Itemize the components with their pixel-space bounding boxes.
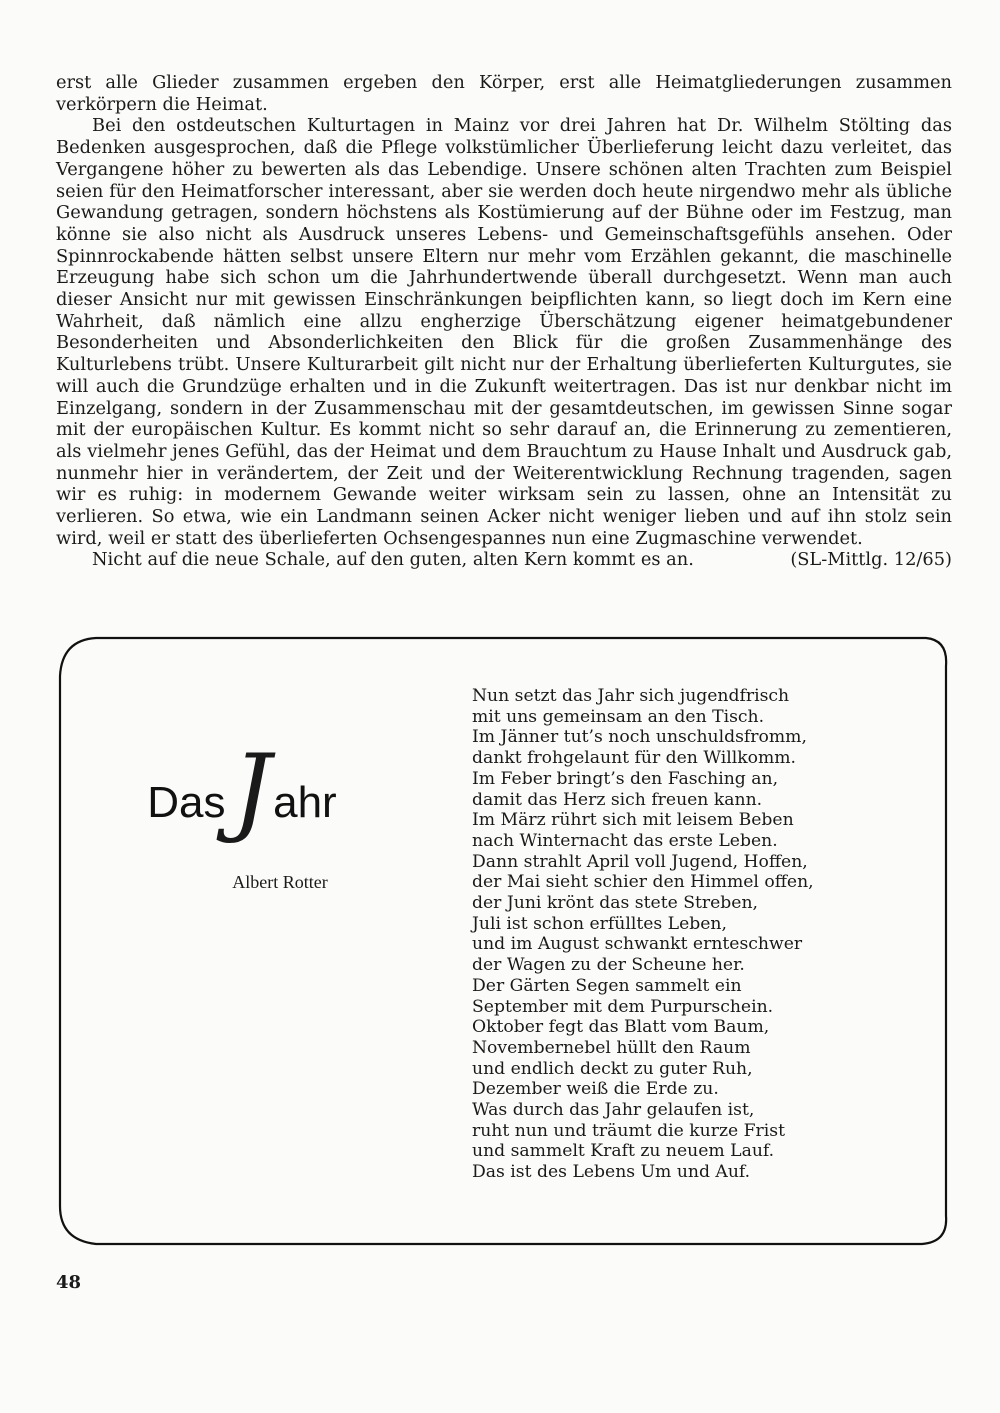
poem-line: Juli ist schon erfülltes Leben,	[472, 913, 727, 934]
poem-line: der Mai sieht schier den Himmel offen,	[472, 872, 814, 893]
poem-text	[472, 686, 912, 1183]
poem-line: Das ist des Lebens Um und Auf.	[472, 1162, 751, 1183]
article-paragraph-2: Bei den ostdeutschen Kulturtagen in Mainz vor drei Jahren hat Dr. Wilhelm Stölting das Bedenken ausgesprochen, daß die Pflege volkstümlicher Überlieferung leicht dazu verleitet, das Vergangene höher zu bewerten als das Lebendige. Unsere schönen alten Trachten zum Beispiel seien für den Heimatforscher interessant, aber sie werden doch heute nirgendwo mehr als übliche Gewandung getragen, sondern höchstens als Kostümierung auf der Bühne oder im Festzug, man könne sie also nicht als Ausdruck unseres Lebens- und Gemeinschaftsgefühls ansehen. Oder Spinnrockabende hätten selbst unsere Eltern nur mehr vom Erzählen gekannt, die maschinelle Erzeugung habe sich schon um die Jahrhundertwende überall durchgesetzt. Wenn man auch dieser Ansicht nur mit gewissen Einschränkungen beipflichten kann, so liegt doch im Kern eine Wahrheit, daß nämlich eine allzu engherzige Überschätzung eigener heimatgebundener Besonderheiten und Absonderlichkeiten den Blick für die großen Zusammenhänge des Kulturlebens trübt. Unsere Kulturarbeit gilt nicht nur der Erhaltung überlieferten Kulturgutes, sie will auch die Grundzüge erhalten und in die Zukunft weitertragen. Das ist nur denkbar nicht im Einzelgang, sondern in der Zusammenschau mit der gesamtdeutschen, im gewissen Sinne sogar mit der europäischen Kultur. Es kommt nicht so sehr darauf an, die Erinnerung zu zementieren, als vielmehr jenes Gefühl, das der Heimat und dem Brauchtum zu Hause Inhalt und Ausdruck gab, nunmehr hier in verändertem, der Zeit und der Weiterentwicklung Rechnung tragenden, sagen wir es ruhig: in modernem Gewande weiter wirksam sein zu lassen, ohne an Intensität zu verlieren. So etwa, wie ein Landmann seinen Acker nicht weniger lieben und auf ihn stolz sein wird, weil er statt des überlieferten Ochsengespannes nun eine Zugmaschine verwendet.	[56, 115, 952, 549]
poem-line: und sammelt Kraft zu neuem Lauf.	[472, 1141, 775, 1162]
closing-line: Nicht auf die neue Schale, auf den guten, alten Kern kommt es an.	[92, 549, 694, 571]
article-closing	[56, 549, 952, 571]
poem-line: dankt frohgelaunt für den Willkomm.	[472, 748, 797, 769]
poem-line: Der Gärten Segen sammelt ein	[472, 975, 742, 996]
poem-line: Im Jänner tut’s noch unschuldsfromm,	[472, 727, 807, 748]
poem-line: damit das Herz sich freuen kann.	[472, 789, 763, 810]
poem-title-initial: J	[232, 734, 272, 846]
article-paragraph-1: erst alle Glieder zusammen ergeben den Körper, erst alle Heimatgliederungen zusammen verkörpern die Heimat.	[56, 72, 952, 115]
poem-line: Nun setzt das Jahr sich jugendfrisch	[472, 686, 790, 706]
poem-line: der Wagen zu der Scheune her.	[472, 955, 745, 976]
poem-line: und endlich deckt zu guter Ruh,	[472, 1058, 753, 1079]
source-citation: (SL-Mittlg. 12/65)	[790, 549, 952, 571]
poem-title-rest: ahr	[273, 778, 337, 827]
poem-line: Novembernebel hüllt den Raum	[472, 1037, 751, 1058]
page-number: 48	[56, 1272, 82, 1293]
poem-line: Dezember weiß die Erde zu.	[472, 1079, 719, 1100]
poem-line: ruht nun und träumt die kurze Frist	[472, 1120, 786, 1141]
poem-line: Dann strahlt April voll Jugend, Hoffen,	[472, 851, 808, 872]
poem-line: Im März rührt sich mit leisem Beben	[472, 810, 794, 831]
poem-line: Was durch das Jahr gelaufen ist,	[472, 1100, 755, 1121]
poem-line: September mit dem Purpurschein.	[472, 996, 774, 1017]
poem-line: Oktober fegt das Blatt vom Baum,	[472, 1017, 770, 1038]
poem-author: Albert Rotter	[232, 872, 328, 892]
poem-line: nach Winternacht das erste Leben.	[472, 830, 778, 851]
poem-line: Im Feber bringt’s den Fasching an,	[472, 768, 779, 789]
poem-line: und im August schwankt ernteschwer	[472, 934, 803, 955]
poem-line: der Juni krönt das stete Streben,	[472, 893, 759, 914]
poem-title	[72, 734, 412, 846]
article-text	[56, 72, 952, 571]
poem-title-word: Das	[147, 778, 226, 827]
poem-line: mit uns gemeinsam an den Tisch.	[472, 706, 765, 727]
